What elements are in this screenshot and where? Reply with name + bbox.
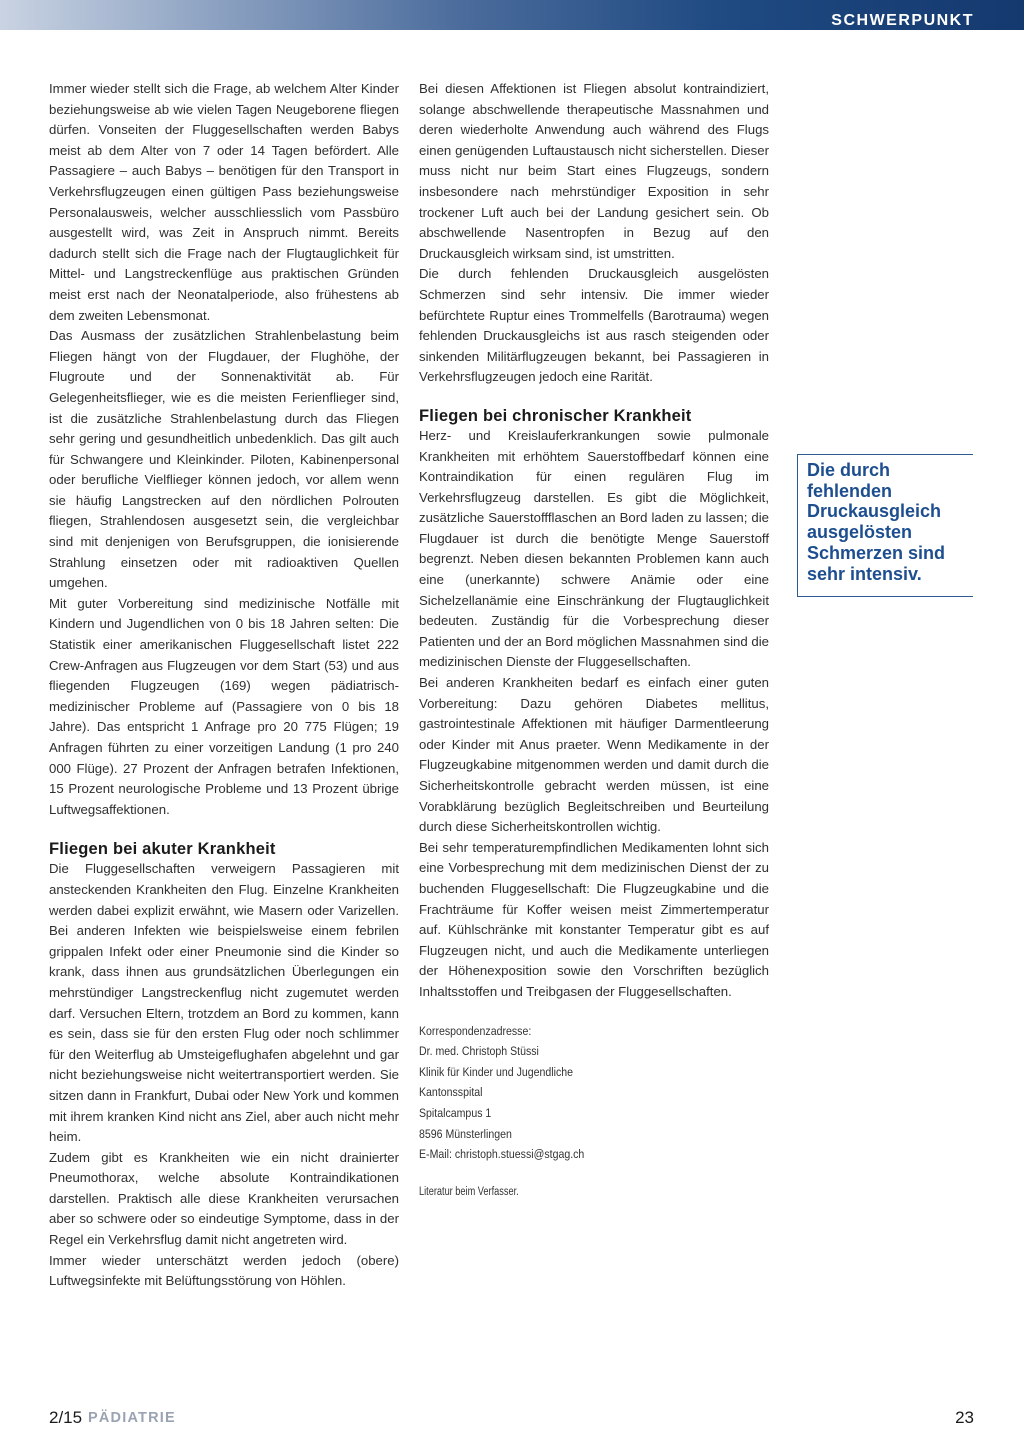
literature-note: Literatur beim Verfasser. bbox=[419, 1185, 519, 1198]
paragraph: Bei sehr temperaturempfindlichen Medikamenten lohnt sich eine Vorbesprechung mit dem medizinischen Dienst der zu buchenden Fluggesellschaft: Die Flugzeugkabine und die Frachträume für Koffer weisen meist Zimmertemperatur auf. Kühlschränke mit konstanter Temperatur gibt es auf Flugzeugen nicht, und auch die Medikamente unterliegen der Höhenexposition sowie den Vorschriften bezüglich Inhaltsstoffen und Treibgasen der Fluggesellschaften. bbox=[419, 839, 769, 999]
paragraph: Bei anderen Krankheiten bedarf es einfach einer guten Vorbereitung: Dazu gehören Diabetes mellitus, gastrointestinale Affektionen mit häufiger Darmentleerung oder Kinder mit Anus praeter. Wenn Medikamente in der Flugzeugkabine mitgenommen werden und damit durch die Sicherheitskontrolle gebracht werden müssen, ist eine Vorabklärung bezüglich Begleitschreiben und Beurteilung durch diese Sicherheitskontrollen wichtig. bbox=[419, 675, 769, 835]
heading-acute-illness: Fliegen bei akuter Krankheit bbox=[49, 840, 276, 859]
section-label: SCHWERPUNKT bbox=[831, 12, 974, 29]
paragraph: Zudem gibt es Krankheiten wie ein nicht drainierter Pneumothorax, welche absolute Kontraindikationen darstellen. Praktisch alle diese Krankheiten verursachen aber so schwere oder so eindeutige Symptome, dass in der Regel ein Verkehrsflug damit nicht angetreten wird. bbox=[49, 1149, 399, 1248]
pull-quote-box bbox=[797, 454, 973, 597]
author-name: Dr. med. Christoph Stüssi bbox=[419, 1044, 539, 1059]
left-column bbox=[49, 79, 399, 1292]
paragraph: Die Fluggesellschaften verweigern Passagieren mit ansteckenden Krankheiten den Flug. Einzelne Krankheiten werden dabei explizit erwähnt, wie Masern oder Varizellen. Bei anderen Infekten wie beispielsweise einem febrilen grippalen Infekt oder einer Pneumonie sind die Kinder so krank, dass ihnen aus grundsätzlichen Überlegungen ein mehrstündiger Langstreckenflug nicht zugemutet werden darf. Versuchen Eltern, trotzdem an Bord zu kommen, kann es sein, dass sie für den ersten Flug oder noch schlimmer für den Weiterflug ab Umsteigeflughafen abgelehnt und gar nicht beziehungsweise nicht weitertransportiert werden. Sie sitzen dann in Frankfurt, Dubai oder New York und kommen mit ihrem kranken Kind nicht ans Ziel, aber auch nicht mehr heim. bbox=[49, 861, 399, 1145]
pull-quote-text: Die durch fehlenden Druckausgleich ausgelösten Schmerzen sind sehr intensiv. bbox=[807, 460, 946, 584]
author-hospital: Kantonsspital bbox=[419, 1085, 483, 1100]
paragraph: Immer wieder stellt sich die Frage, ab welchem Alter Kinder beziehungsweise ab wie vielen Tagen Neugeborene fliegen dürfen. Vonseiten der Fluggesellschaften werden Babys meist ab dem Alter von 7 oder 14 Tagen befördert. Alle Passagiere – auch Babys – benötigen für den Transport in Verkehrsflugzeugen einen gültigen Pass beziehungsweise Personalausweis, welcher ausschliesslich vom Passbüro ausgestellt wird, was Zeit in Anspruch nimmt. Bereits dadurch stellt sich die Frage nach der Flugtauglichkeit für Mittel- und Langstreckenflüge aus praktischen Gründen meist erst nach der Neonatalperiode, also frühestens ab dem zweiten Lebensmonat. bbox=[49, 81, 399, 323]
issue-number: 2/15 bbox=[49, 1408, 83, 1427]
author-city: 8596 Münsterlingen bbox=[419, 1126, 512, 1141]
correspondence-address bbox=[419, 1021, 720, 1165]
paragraph: Das Ausmass der zusätzlichen Strahlenbelastung beim Fliegen hängt von der Flugdauer, der Flughöhe, der Flugroute und der Sonnenaktivität ab. Für Gelegenheitsflieger, wie es die meisten Ferienflieger sind, ist die zusätzliche Strahlenbelastung durch das Fliegen sehr gering und gesundheitlich unbedenklich. Das gilt auch für Schwangere und Kleinkinder. Piloten, Kabinenpersonal oder berufliche Vielflieger können jedoch, vor allem wenn sie häufig Langstrecken auf den nördlichen Polrouten fliegen, Strahlendosen ausgesetzt sein, die vergleichbar sind mit denjenigen von Berufsgruppen, die ionisierende Strahlung einsetzen oder mit radioaktiven Quellen umgehen. bbox=[49, 328, 399, 591]
author-clinic: Klinik für Kinder und Jugendliche bbox=[419, 1064, 574, 1079]
magazine-name: PÄDIATRIE bbox=[88, 1410, 176, 1426]
correspondence-label: Korrespondenzadresse: bbox=[419, 1023, 532, 1038]
paragraph: Bei diesen Affektionen ist Fliegen absolut kontraindiziert, solange abschwellende therapeutische Massnahmen und deren wiederholte Anwendung auch während des Flugs einen genügenden Luftaustausch nicht sicherstellen. Dieser muss nicht nur beim Start eines Flugzeugs, sondern insbesondere nach mehrstündiger Exposition in sehr trockener Luft auch bei der Landung gesichert sein. Ob abschwellende Nasentropfen in Bezug auf den Druckausgleich wirksam sind, ist umstritten. bbox=[419, 81, 769, 261]
author-street: Spitalcampus 1 bbox=[419, 1105, 492, 1120]
paragraph: Immer wieder unterschätzt werden jedoch (obere) Luftwegsinfekte mit Belüftungsstörung von Höhlen. bbox=[49, 1252, 399, 1289]
author-email[interactable]: E-Mail: christoph.stuessi@stgag.ch bbox=[419, 1147, 585, 1162]
paragraph: Herz- und Kreislauferkrankungen sowie pulmonale Krankheiten mit erhöhtem Sauerstoffbedarf können eine Kontraindikation für einen regulären Flug im Verkehrsflugzeug darstellen. Es gibt die Möglichkeit, zusätzliche Sauerstoffflaschen an Bord laden zu lassen; die Flugdauer ist durch die benötigte Menge Sauerstoff begrenzt. Neben diesen bekannten Problemen kann auch eine (unerkannte) schwere Anämie oder eine Sichelzellanämie eine Einschränkung der Flugtauglichkeit bedeuten. Zuständig für die Vorbesprechung dieser Patienten und der an Bord möglichen Massnahmen sind die medizinischen Dienste der Fluggesellschaften. bbox=[419, 427, 769, 670]
middle-column bbox=[419, 79, 769, 1202]
page-number: 23 bbox=[955, 1408, 974, 1427]
heading-chronic-illness: Fliegen bei chronischer Krankheit bbox=[419, 406, 692, 425]
paragraph: Mit guter Vorbereitung sind medizinische Notfälle mit Kindern und Jugendlichen von 0 bis 18 Jahren selten: Die Statistik einer amerikanischen Fluggesellschaft listet 222 Crew-Anfragen aus Flugzeugen vor dem Start (53) und aus fliegenden Flugzeugen (169) wegen pädiatrisch-medizinischer Probleme auf (Passagiere von 0 bis 18 Jahre). Das entspricht 1 Anfrage pro 20 775 Flügen; 19 Anfragen führten zu einer vorzeitigen Landung (1 pro 240 000 Flüge). 27 Prozent der Anfragen betrafen Infektionen, 15 Prozent neurologische Probleme und 13 Prozent übrige Luftwegsaffektionen. bbox=[49, 595, 399, 817]
paragraph: Die durch fehlenden Druckausgleich ausgelösten Schmerzen sind sehr intensiv. Die immer wieder befürchtete Ruptur eines Trommelfells (Barotrauma) wegen fehlenden Druckausgleichs ist aus rasch steigenden oder sinkenden Militärflugzeugen bekannt, bei Passagieren in Verkehrsflugzeugen jedoch eine Rarität. bbox=[419, 266, 769, 385]
